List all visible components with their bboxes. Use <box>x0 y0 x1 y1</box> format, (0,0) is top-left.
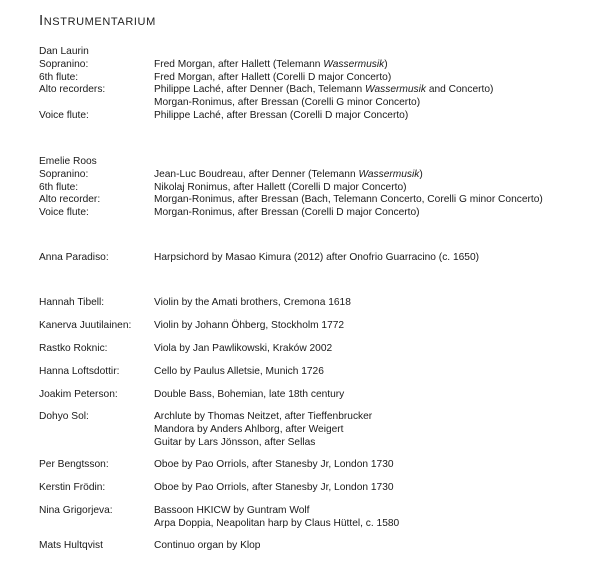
performer-label: Dohyo Sol: <box>39 411 89 422</box>
performer-label: Kanerva Juutilainen: <box>39 320 132 331</box>
entry-row <box>39 505 594 518</box>
instrument-description: Morgan-Ronimus, after Bressan (Corelli D major Concerto) <box>154 207 420 219</box>
instrument-description: Bassoon HKICW by Guntram Wolf <box>154 505 310 516</box>
entry-row <box>39 97 594 110</box>
entry-row <box>39 540 594 553</box>
instrument-description: Mandora by Anders Ahlborg, after Weigert <box>154 423 344 435</box>
entry-row <box>39 297 594 310</box>
instrument-description: Viola by Jan Pawlikowski, Kraków 2002 <box>154 343 333 354</box>
entry-row <box>39 84 594 97</box>
entry-group <box>39 252 594 265</box>
performer-label: Sopranino: <box>39 58 89 70</box>
entry-group <box>39 343 594 356</box>
entry-row <box>39 424 594 437</box>
entry-row <box>39 389 594 402</box>
instrument-description: Guitar by Lars Jönsson, after Sellas <box>154 436 316 448</box>
entry-row <box>39 194 594 207</box>
entry-row <box>39 110 594 123</box>
entry-row <box>39 182 594 195</box>
entry-row <box>39 207 594 220</box>
performer-label: Voice flute: <box>39 207 89 219</box>
instrument-description: Morgan-Ronimus, after Bressan (Bach, Telemann Concerto, Corelli G minor Concerto) <box>154 194 543 206</box>
instrument-description: Oboe by Pao Orriols, after Stanesby Jr, London 1730 <box>154 482 394 493</box>
instrument-description: Philippe Laché, after Denner (Bach, Telemann Wassermusik and Concerto) <box>154 84 494 96</box>
performer-label: Sopranino: <box>39 168 89 180</box>
entry-row <box>39 459 594 472</box>
entry-row <box>39 156 594 169</box>
instrument-description: Cello by Paulus Alletsie, Munich 1726 <box>154 366 324 377</box>
instrument-description: Jean-Luc Boudreau, after Denner (Telemann Wassermusik) <box>154 168 423 180</box>
entry-group <box>39 505 594 531</box>
performer-label: 6th flute: <box>39 181 79 193</box>
entry-group <box>39 482 594 495</box>
instrument-description: Fred Morgan, after Hallett (Telemann Wassermusik) <box>154 58 388 70</box>
instrument-description: Oboe by Pao Orriols, after Stanesby Jr, London 1730 <box>154 459 394 470</box>
entry-row <box>39 252 594 265</box>
performer-label: Per Bengtsson: <box>39 459 109 470</box>
performer-label: Mats Hultqvist <box>39 540 103 551</box>
performer-label: Rastko Roknic: <box>39 343 108 354</box>
performer-label: Nina Grigorjeva: <box>39 505 113 516</box>
entry-group <box>39 366 594 379</box>
entry-group <box>39 540 594 553</box>
entry-row <box>39 46 594 59</box>
entry-row <box>39 482 594 495</box>
instrument-description: Fred Morgan, after Hallett (Corelli D major Concerto) <box>154 71 392 83</box>
instrument-description: Nikolaj Ronimus, after Hallett (Corelli D major Concerto) <box>154 181 407 193</box>
instrument-description: Double Bass, Bohemian, late 18th century <box>154 389 345 400</box>
entry-group <box>39 320 594 333</box>
instrument-description: Archlute by Thomas Neitzet, after Tieffenbrucker <box>154 411 373 422</box>
entry-row <box>39 72 594 85</box>
entry-row <box>39 437 594 450</box>
performer-label: Voice flute: <box>39 109 89 121</box>
entry-group <box>39 389 594 402</box>
instrument-description: Harpsichord by Masao Kimura (2012) after Onofrio Guarracino (c. 1650) <box>154 252 480 263</box>
entry-row <box>39 59 594 72</box>
performer-label: Hannah Tibell: <box>39 297 105 308</box>
entry-group <box>39 297 594 310</box>
entry-row <box>39 518 594 531</box>
entry-group <box>39 156 594 220</box>
entry-row <box>39 411 594 424</box>
entry-group <box>39 459 594 472</box>
instrument-description: Violin by the Amati brothers, Cremona 1618 <box>154 297 351 308</box>
performer-label: 6th flute: <box>39 71 79 83</box>
entry-group <box>39 411 594 449</box>
instrument-description: Philippe Laché, after Bressan (Corelli D major Concerto) <box>154 109 409 121</box>
performer-label: Anna Paradiso: <box>39 252 109 263</box>
instrument-description: Morgan-Ronimus, after Bressan (Corelli G minor Concerto) <box>154 97 421 109</box>
entry-group <box>39 46 594 123</box>
entry-row <box>39 320 594 333</box>
instrument-description: Arpa Doppia, Neapolitan harp by Claus Hüttel, c. 1580 <box>154 517 400 529</box>
performer-label: Kerstin Frödin: <box>39 482 106 493</box>
entry-row <box>39 366 594 379</box>
entry-row <box>39 169 594 182</box>
entry-row <box>39 343 594 356</box>
performer-label: Joakim Peterson: <box>39 389 118 400</box>
performer-label: Alto recorders: <box>39 84 106 96</box>
page-title: Instrumentarium <box>39 12 156 29</box>
performer-label: Dan Laurin <box>39 46 89 57</box>
performer-label: Emelie Roos <box>39 156 97 167</box>
instrument-description: Continuo organ by Klop <box>154 540 261 551</box>
performer-label: Hanna Loftsdottir: <box>39 366 120 377</box>
instrument-description: Violin by Johann Öhberg, Stockholm 1772 <box>154 320 345 331</box>
performer-label: Alto recorder: <box>39 194 101 206</box>
